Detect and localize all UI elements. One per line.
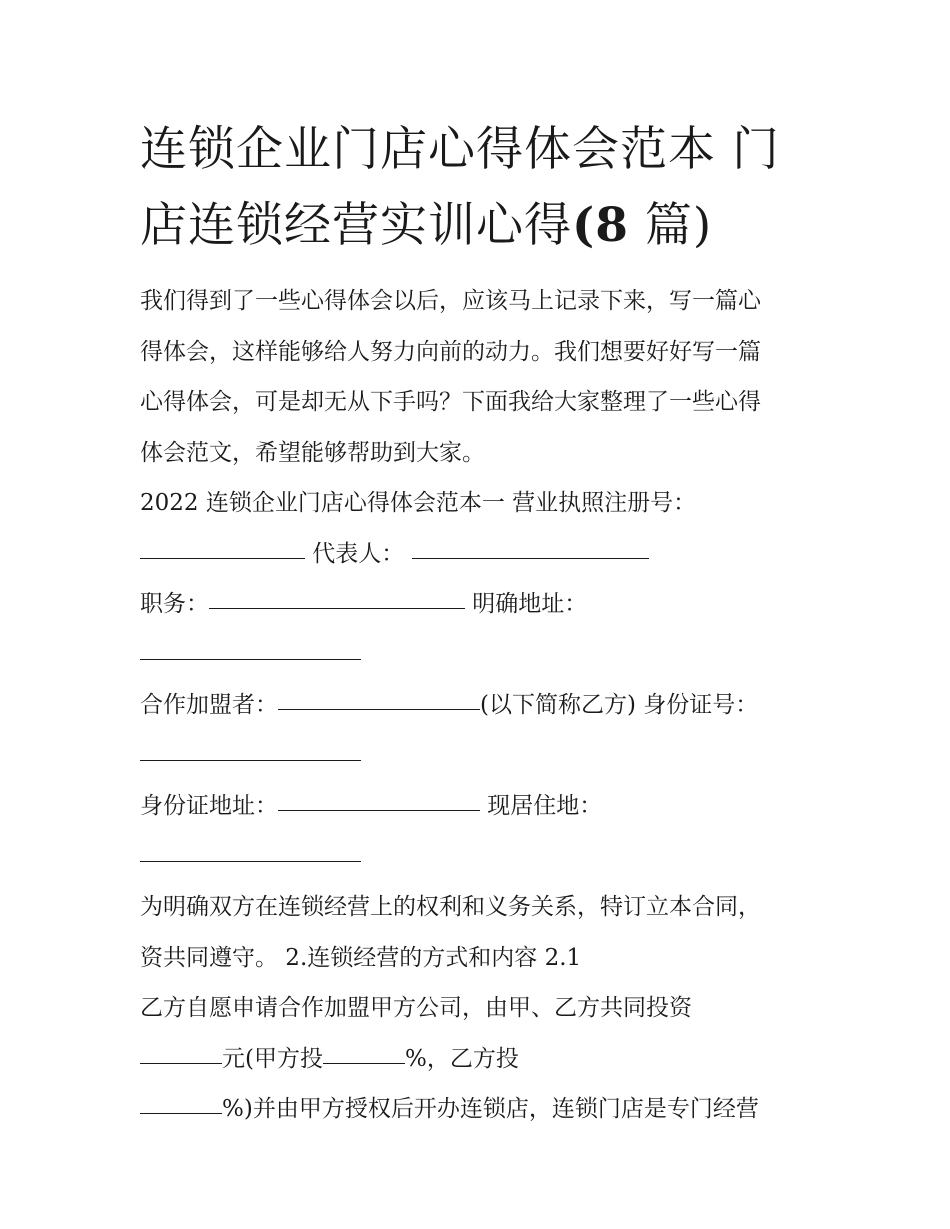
clause-line-3 [140,1084,820,1135]
id-address-label: 身份证地址： [140,793,278,819]
party-a-percent-blank [323,1062,405,1064]
title-count: (8 [572,198,629,253]
intro-line-1: 我们得到了一些心得体会以后，应该马上记录下来，写一篇心 [140,288,761,314]
representative-label: 代表人： [305,540,405,567]
party-b-percent-blank [140,1112,222,1114]
residence-label: 现居住地： [480,793,603,819]
title-count-suffix: 篇) [628,198,713,253]
clause-line-3-text: %)并由甲方授权后开办连锁店，连锁门店是专门经营 [222,1096,759,1122]
clause-yuan: 元(甲方投 [222,1045,323,1072]
clause-line-2 [140,1034,820,1085]
id-address-blank [278,809,480,811]
franchisee-line [140,680,820,731]
position-blank [209,607,465,609]
investment-amount-blank [140,1062,222,1064]
representative-blank [412,557,649,559]
position-line [140,579,820,630]
registration-number-blank [140,557,305,559]
intro-line-3: 心得体会，可是却无从下手吗？下面我给大家整理了一些心得 [140,389,761,415]
registration-line [140,529,820,580]
id-number-blank-line [140,731,820,782]
address-blank [140,658,361,660]
id-number-blank [140,759,361,761]
franchisee-note: (以下简称乙方) 身份证号： [480,692,759,718]
address-blank-line [140,630,820,681]
title-line-1: 连锁企业门店心得体会范本 门 [140,122,780,177]
residence-blank-line [140,832,820,883]
id-address-line [140,781,820,832]
document-title [140,112,820,264]
title-line-2-text: 店连锁经营实训心得 [140,198,572,253]
residence-blank [140,860,361,862]
position-label: 职务： [140,591,209,617]
intro-line-2: 得体会，这样能够给人努力向前的动力。我们想要好好写一篇 [140,338,761,365]
intro-line-4: 体会范文，希望能够帮助到大家。 [140,439,485,466]
section-heading: 2022 连锁企业门店心得体会范本一 营业执照注册号： [140,490,697,516]
franchisee-label: 合作加盟者： [140,692,278,718]
clause-line-1: 乙方自愿申请合作加盟甲方公司，由甲、乙方共同投资 [140,995,692,1021]
document-body [140,276,820,1135]
franchisee-blank [278,708,480,710]
clause-percent-b: %，乙方投 [404,1045,519,1072]
purpose-line-1: 为明确双方在连锁经营上的权利和义务关系，特订立本合同， [140,894,761,920]
purpose-line-2: 资共同遵守。 2.连锁经营的方式和内容 2.1 [140,944,582,971]
title-line-2 [140,198,712,253]
address-label: 明确地址： [465,591,588,617]
